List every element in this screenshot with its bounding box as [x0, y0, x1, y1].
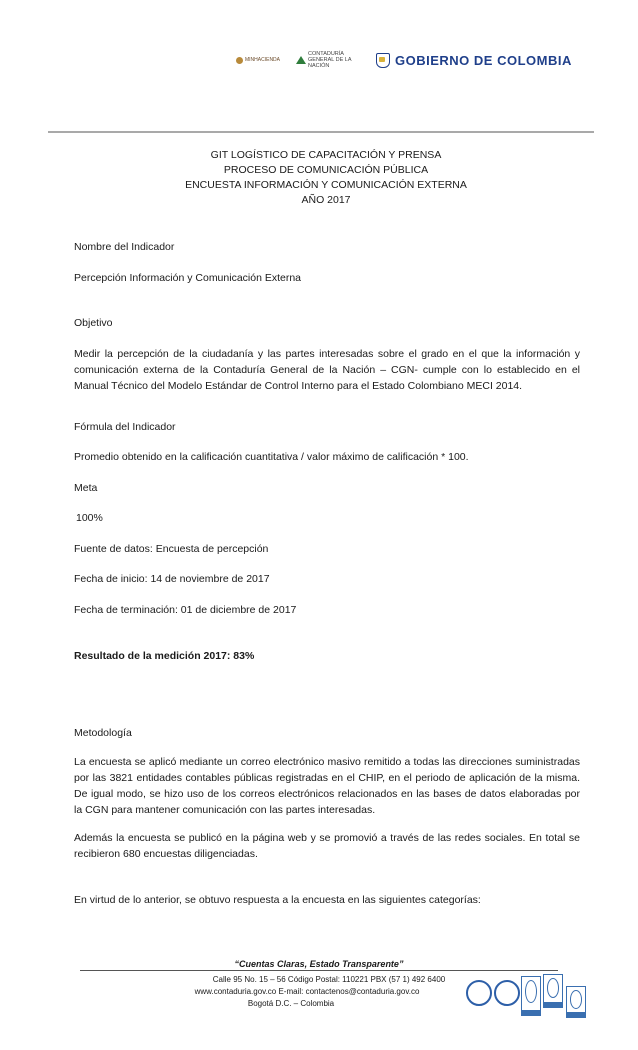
start-date: Fecha de inicio: 14 de noviembre de 2017: [74, 573, 270, 585]
coat-of-arms-icon: [376, 53, 390, 68]
end-date: Fecha de terminación: 01 de diciembre de 2017: [74, 604, 297, 616]
cgn-triangle-icon: [296, 56, 306, 64]
methodology-label: Metodología: [74, 727, 132, 739]
methodology-paragraph-2: Además la encuesta se publicó en la página web y se promovió a través de las redes sociales. En total se recibieron 680 encuestas diligenciadas.: [74, 832, 580, 860]
footer-slogan: “Cuentas Claras, Estado Transparente”: [234, 959, 404, 969]
formula-label: Fórmula del Indicador: [74, 421, 176, 433]
certification-seal-icon: [466, 980, 492, 1006]
heading-line-4: AÑO 2017: [301, 194, 351, 206]
iso-certificate-icon: [521, 976, 541, 1016]
iqnet-seal-icon: [494, 980, 520, 1006]
header-logos: [236, 50, 572, 70]
cgn-logo-text: CONTADURÍA GENERAL DE LA NACIÓN: [308, 51, 352, 69]
meta-value: 100%: [76, 512, 103, 524]
footer-divider: [80, 970, 558, 971]
data-source: Fuente de datos: Encuesta de percepción: [74, 543, 269, 555]
methodology-paragraph-1: La encuesta se aplicó mediante un correo electrónico masivo remitido a todas las direcciones suministradas por las 3821 entidades contables públicas registradas en el CHIP, en el periodo de aplicación de la misma. De igual modo, se hizo uso de los correos electrónicos relacionados en las bases de datos elaboradas por la CGN para mantener comunicación con las partes interesadas.: [74, 756, 580, 816]
minhacienda-logo-text: MINHACIENDA: [245, 57, 281, 63]
conclusion-text: En virtud de lo anterior, se obtuvo respuesta a la encuesta en las siguientes categorías:: [74, 894, 481, 906]
objective-text: Medir la percepción de la ciudadanía y las partes interesadas sobre el grado en el que la información y comunicación externa de la Contaduría General de la Nación – CGN- cumple con lo establecido en el Manual Técnico del Modelo Estándar de Control Interno para el Estado Colombiano MECI 2014.: [74, 348, 580, 392]
footer-web: www.contaduria.gov.co E-mail: contactenos@contaduria.gov.co: [194, 987, 420, 996]
gobierno-logo: [376, 53, 572, 68]
footer-city: Bogotá D.C. – Colombia: [247, 999, 335, 1008]
cgn-logo: [296, 51, 356, 69]
objective-label: Objetivo: [74, 317, 113, 329]
indicator-label: Nombre del Indicador: [74, 241, 175, 253]
quality-certificate-icon: [543, 974, 563, 1008]
meta-label: Meta: [74, 482, 98, 494]
heading-line-3: ENCUESTA INFORMACIÓN Y COMUNICACIÓN EXTERNA: [185, 179, 467, 191]
heading-line-2: PROCESO DE COMUNICACIÓN PÚBLICA: [223, 164, 429, 176]
measurement-result: Resultado de la medición 2017: 83%: [74, 650, 255, 662]
footer-address: Calle 95 No. 15 – 56 Código Postal: 110221 PBX (57 1) 492 6400: [212, 975, 446, 984]
heading-line-1: GIT LOGÍSTICO DE CAPACITACIÓN Y PRENSA: [210, 149, 442, 161]
indicator-value: Percepción Información y Comunicación Externa: [74, 272, 302, 284]
gobierno-logo-text: GOBIERNO DE COLOMBIA: [395, 52, 572, 68]
header-divider: [48, 131, 594, 133]
management-certificate-icon: [566, 986, 586, 1018]
document-heading: [74, 148, 578, 208]
formula-text: Promedio obtenido en la calificación cuantitativa / valor máximo de calificación * 100.: [74, 451, 469, 463]
minhacienda-emblem-icon: [236, 57, 243, 64]
minhacienda-logo: [236, 57, 280, 64]
